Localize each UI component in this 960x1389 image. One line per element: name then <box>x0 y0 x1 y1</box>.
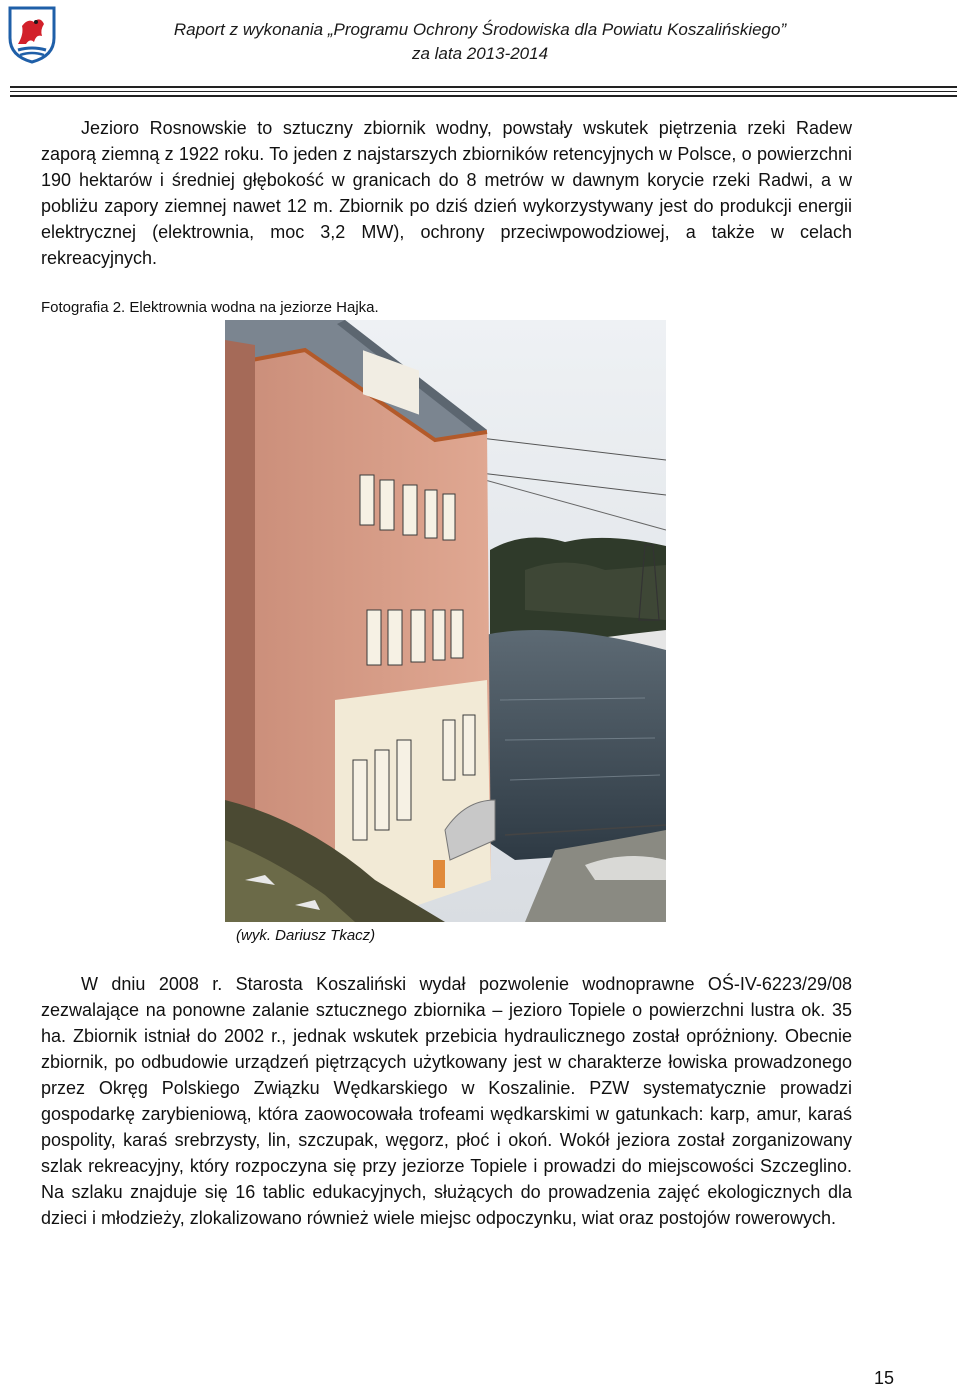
griffin-crest-icon <box>6 4 58 64</box>
photo-credit: (wyk. Dariusz Tkacz) <box>236 927 376 944</box>
report-title: Raport z wykonania „Programu Ochrony Środowiska dla Powiatu Koszalińskiego” <box>173 20 787 39</box>
report-period: za lata 2013-2014 <box>411 44 549 63</box>
header-rule <box>10 91 957 92</box>
header-rule <box>10 86 957 88</box>
page-number: 15 <box>873 1368 894 1388</box>
paragraph-rosnowskie: Jezioro Rosnowskie to sztuczny zbiornik wodny, powstały wskutek piętrzenia rzeki Radew zaporą ziemną z 1922 roku. To jeden z najstarszych zbiorników retencyjnych w Polsce, o powierzchni 190 hektarów i średniej głębokość w granicach do 8 metrów w dawnym korycie rzeki Radwi, a w pobliżu zapory ziemnej nawet 12 m. Zbiornik po dziś dzień wykorzystywany jest do produkcji energii elektrycznej (elektrownia, moc 3,2 MW), ochrony przeciwpowodziowej, a także w celach rekreacyjnych. <box>41 118 852 268</box>
paragraph-topiele: W dniu 2008 r. Starosta Koszaliński wydał pozwolenie wodnoprawne OŚ-IV-6223/29/08 zezwalające na ponowne zalanie sztucznego zbiornika – jezioro Topiele o powierzchni lustra ok. 35 ha. Zbiornik istniał do 2002 r., jednak wskutek przebicia hydraulicznego został opróżniony. Obecnie zbiornik, po odbudowie urządzeń piętrzących użytkowany jest w charakterze łowiska prowadzonego przez Okręg Polskiego Związku Wędkarskiego w Koszalinie. PZW systematycznie prowadzi gospodarkę zarybieniową, która zaowocowała trofeami wędkarskimi w gatunkach: karp, amur, karaś pospolity, karaś srebrzysty, lin, szczupak, węgorz, płoć i okoń. Wokół jeziora został zorganizowany szlak rekreacyjny, który rozpoczyna się przy jeziorze Topiele i prowadzi do miejscowości Szczeglino. Na szlaku znajduje się 16 tablic edukacyjnych, służących do prowadzenia zajęć ekologicznych dla dzieci i młodzieży, zlokalizowano również wiele miejsc odpoczynku, wiat oraz postojów rowerowych. <box>41 974 852 1228</box>
header-rule <box>10 95 957 97</box>
figure-caption: Fotografia 2. Elektrownia wodna na jeziorze Hajka. <box>41 299 379 316</box>
hydropower-plant-photo <box>225 320 666 922</box>
page-header <box>0 0 960 100</box>
